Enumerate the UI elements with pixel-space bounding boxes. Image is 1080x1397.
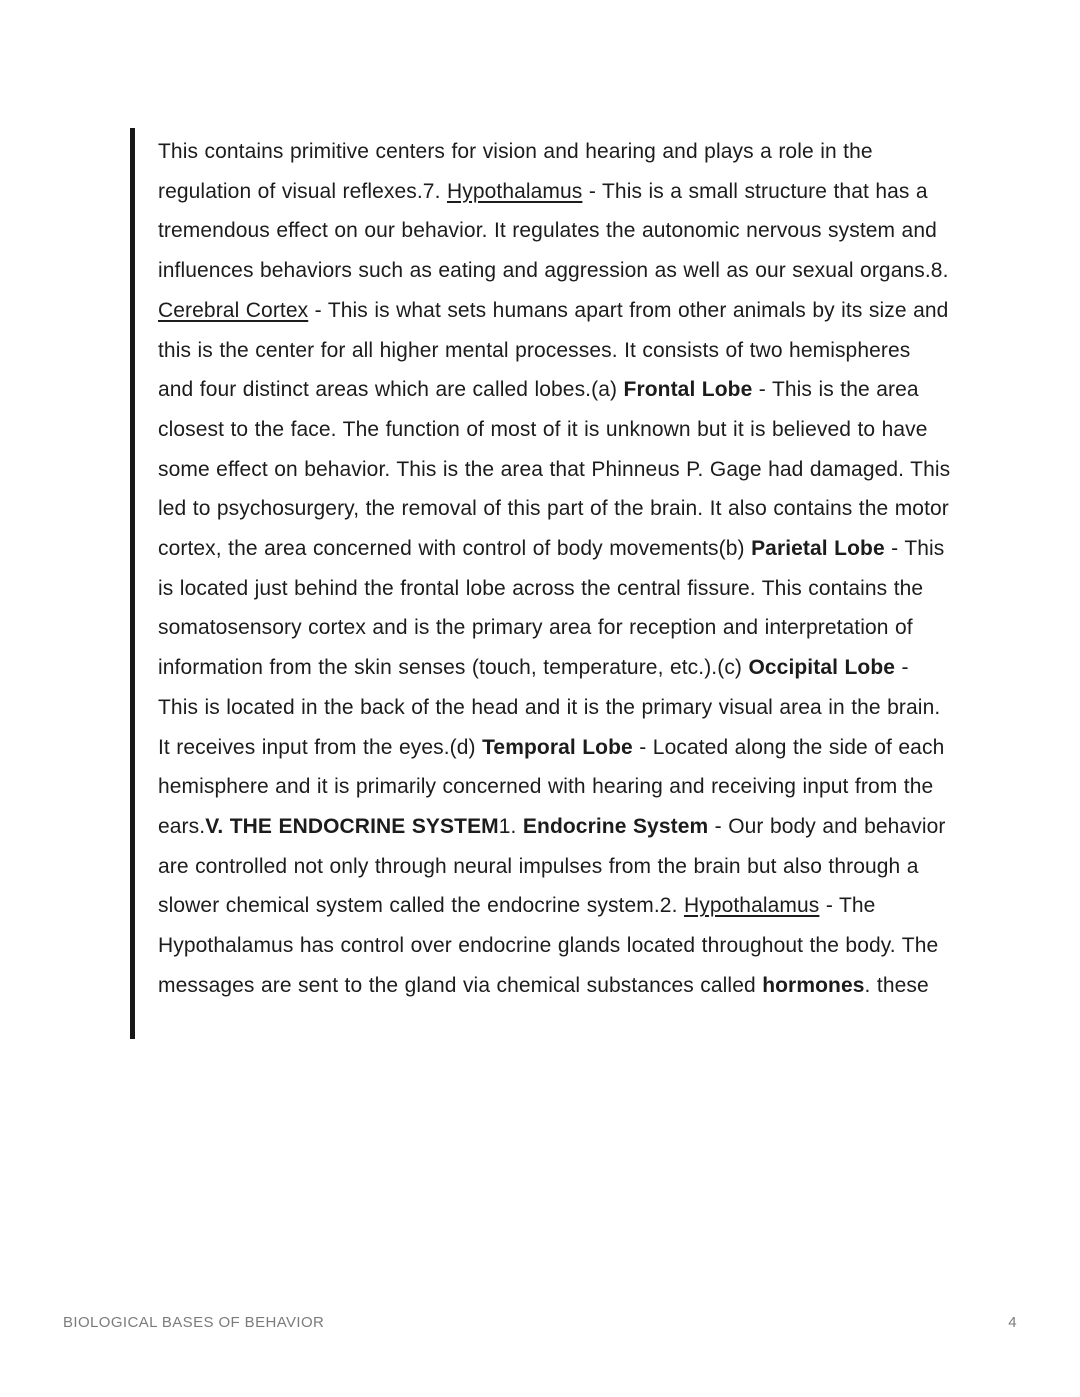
footer-document-title: BIOLOGICAL BASES OF BEHAVIOR [63,1314,325,1331]
text-segment: V. THE ENDOCRINE SYSTEM [205,814,499,838]
text-segment: Endocrine System [522,814,709,838]
text-segment: - This is a small structure that has a tremendous effect on our behavior. It regulates the autonomic nervous system and influences behaviors such as eating and aggression as well as our sexual organs.8. [158,179,949,283]
text-segment: - The Hypothalamus has control over endocrine glands located throughout the body. The messages are sent to the gland via chemical substances called [158,894,939,997]
text-segment: hormones [762,973,865,997]
text-segment: Occipital Lobe [748,656,896,680]
page-footer [63,1314,1017,1331]
text-segment: Hypothalamus [683,894,820,918]
text-segment: - Located along the side of each hemisphere and it is primarily concerned with hearing and receiving input from the ears. [158,735,945,838]
text-segment: - This is located just behind the frontal lobe across the central fissure. This contains the somatosensory cortex and is the primary area for reception and interpretation of information from the skin senses (touch, temperature, etc.).(c) [158,537,945,680]
text-segment: Parietal Lobe [751,537,885,561]
text-segment: - This is located in the back of the head and it is the primary visual area in the brain. It receives input from the eyes.(d) [158,656,941,759]
text-segment: - This is the area closest to the face. The function of most of it is unknown but it is believed to have some effect on behavior. This is the area that Phinneus P. Gage had damaged. This led to psychosurgery, the removal of this part of the brain. It also contains the motor cortex, the area concerned with control of body movements(b) [158,378,951,561]
text-segment: Cerebral Cortex [158,298,309,322]
text-segment: Hypothalamus [446,179,583,203]
text-segment: Frontal Lobe [623,378,753,402]
text-segment: 1. [498,814,523,838]
text-segment: This contains primitive centers for vision and hearing and plays a role in the regulation of visual reflexes.7. [158,140,873,203]
document-body-text [135,128,952,1039]
blockquote [130,128,952,1039]
text-segment: - Our body and behavior are controlled not only through neural impulses from the brain but also through a slower chemical system called the endocrine system.2. [158,814,946,918]
text-segment: . these [864,973,929,997]
text-segment: - This is what sets humans apart from other animals by its size and this is the center for all higher mental processes. It consists of two hemispheres and four distinct areas which are called lobes.(a) [158,298,949,402]
footer-page-number: 4 [1008,1314,1017,1331]
text-segment: Temporal Lobe [482,735,633,759]
